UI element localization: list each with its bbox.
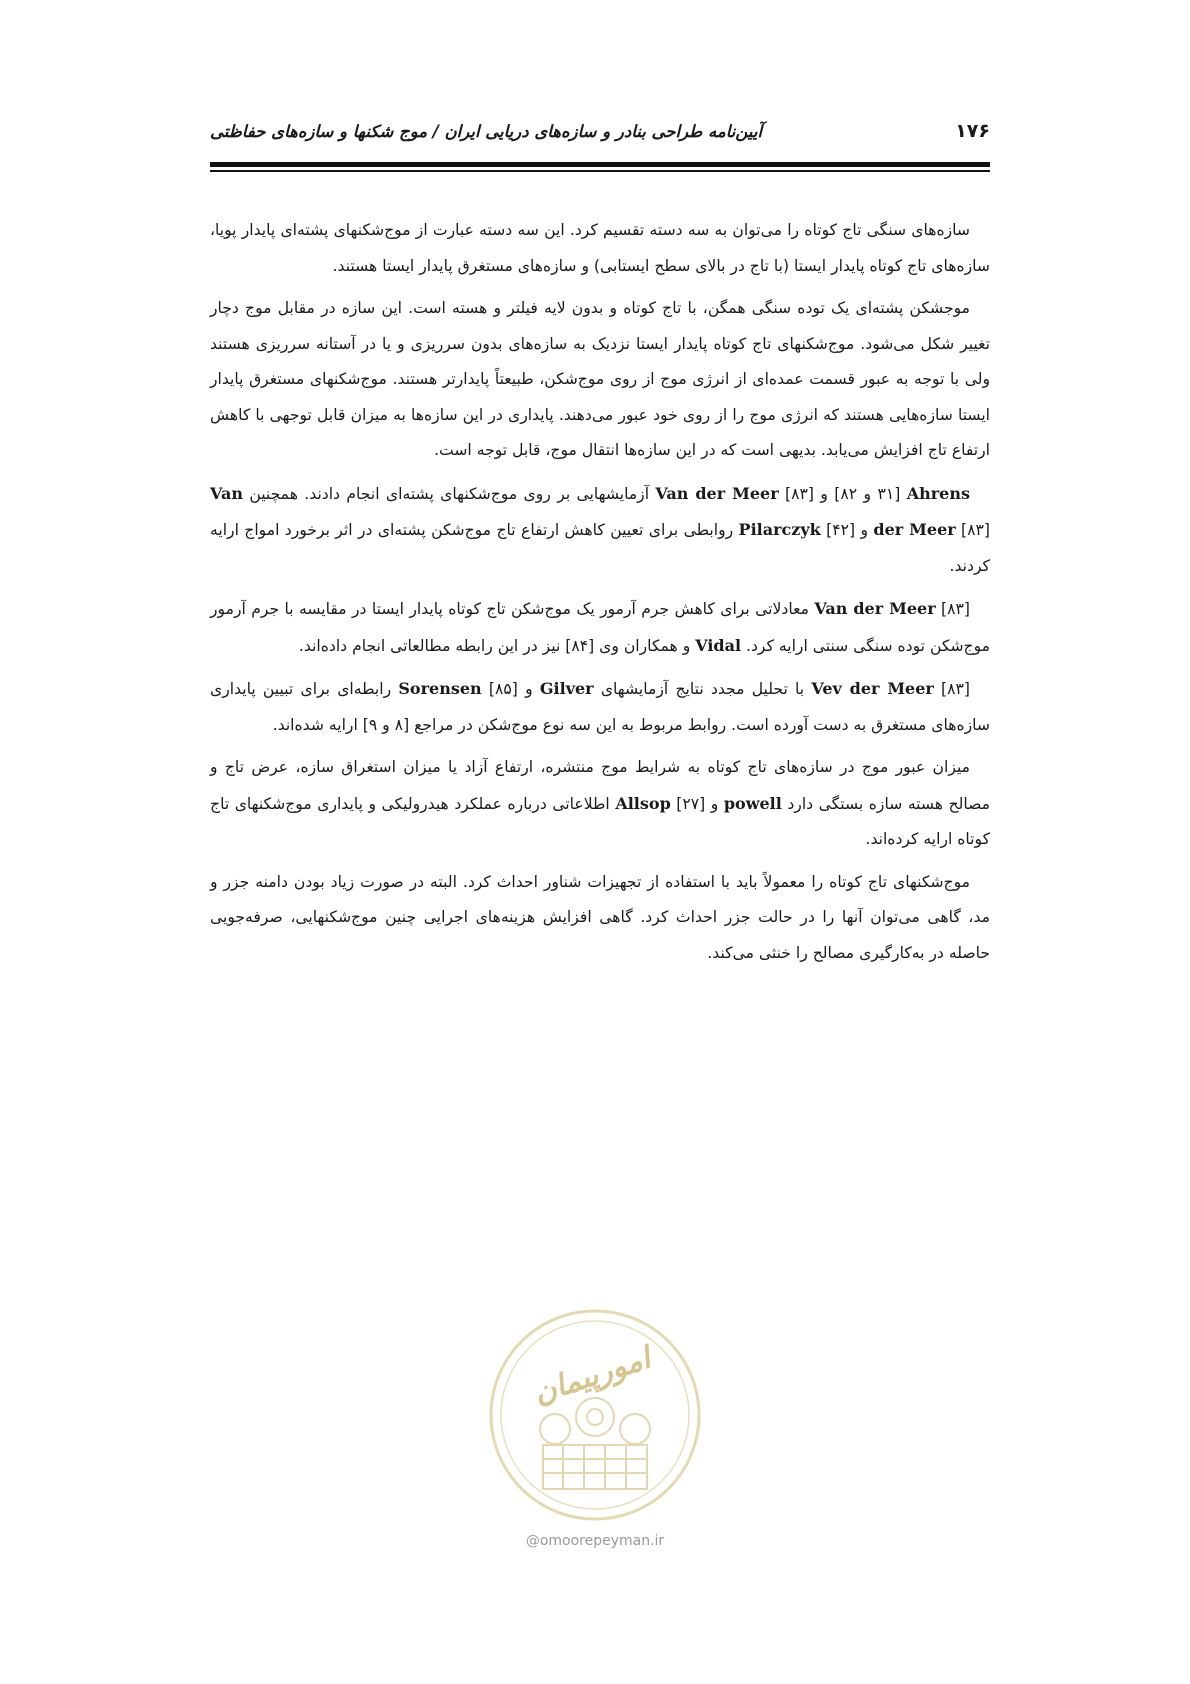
paragraph-4: Van der Meer [۸۳] معادلاتی برای کاهش جرم آرمور یک موج‌شکن تاج کوتاه پایدار ایستا در مقایسه با جرم آرمور موج‌شکن توده سنگی سنتی ارایه کرد. Vidal و همکاران وی [۸۴] نیز در این رابطه مطالعاتی انجام داده‌اند. — [210, 599, 990, 655]
header-rule-thin — [210, 170, 990, 172]
watermark-logo-text: امورپیمان — [529, 1340, 655, 1412]
author-name: Sorensen — [398, 679, 482, 698]
body-text — [210, 213, 990, 978]
author-name: Gilver — [539, 679, 594, 698]
page-header — [210, 120, 990, 150]
watermark-logo — [485, 1305, 705, 1525]
paragraph-6: میزان عبور موج در سازه‌های تاج کوتاه به شرایط موج منتشره، ارتفاع آزاد یا میزان استغراق سازه، عرض تاج و مصالح هسته سازه بستگی دارد powell و Allsop [۲۷] اطلاعاتی درباره عملکرد هیدرولیکی و پایداری موج‌شکنهای تاج کوتاه ارایه کرده‌اند. — [210, 758, 990, 848]
author-name: Vev der Meer — [811, 679, 934, 698]
running-title: آیین‌نامه طراحی بنادر و سازه‌های دریایی ایران / موج شکنها و سازه‌های حفاظتی — [210, 122, 763, 141]
author-name: Pilarczyk — [738, 520, 821, 539]
paragraph-1: سازه‌های سنگی تاج کوتاه را می‌توان به سه دسته تقسیم کرد. این سه دسته عبارت از موج‌شکنهای پشته‌ای پایدار پویا، سازه‌های تاج کوتاه پایدار ایستا (با تاج در بالای سطح ایستابی) و سازه‌های مستغرق پایدار ایستا هستند. — [210, 221, 990, 275]
author-name: Allsop — [615, 793, 671, 813]
author-name: Van der Meer — [655, 483, 779, 503]
author-name: powell — [723, 793, 782, 813]
paragraph-3: Ahrens [۳۱ و ۸۲] و Van der Meer [۸۳] آزمایشهایی بر روی موج‌شکنهای پشته‌ای انجام دادند. همچنین Van der Meer [۸۳] و Pilarczyk [۴۲] روابطی برای تعیین کاهش ارتفاع تاج موج‌شکن پشته‌ای در اثر برخورد امواج ارایه کردند. — [210, 483, 990, 575]
watermark-caption: @omoorepeyman.ir — [525, 1533, 665, 1549]
author-name: Van der Meer — [210, 483, 956, 539]
paragraph-2: موجشکن پشته‌ای یک توده سنگی همگن، با تاج کوتاه و بدون لایه فیلتر و هسته است. این سازه در مقابل موج دچار تغییر شکل می‌شود. موج‌شکنهای تاج کوتاه پایدار ایستا نزدیک به سازه‌های بدون سرریزی و یا در آستانه سرریزی هستند ولی با توجه به عبور قسمت عمده‌ای از انرژی موج از روی موج‌شکن، طبیعتاً پایدارتر هستند. موج‌شکنهای مستغرق پایدار ایستا سازه‌هایی هستند که انرژی موج را از روی خود عبور می‌دهند. پایداری در این سازه‌ها به میزان قابل توجهی با کاهش ارتفاع تاج افزایش می‌یابد. بدیهی است که در این سازه‌ها انتقال موج، قابل توجه است. — [210, 299, 990, 459]
author-name: Ahrens — [906, 483, 970, 503]
paragraph-5: Vev der Meer [۸۳] با تحلیل مجدد نتایج آزمایشهای Gilver و Sorensen [۸۵] رابطه‌ای برای تبیین پایداری سازه‌های مستغرق به دست آورده است. روابط مربوط به این سه نوع موج‌شکن در مراجع [۸ و ۹] ارایه شده‌اند. — [210, 679, 990, 734]
author-name: Vidal — [695, 635, 742, 655]
author-name: Van der Meer — [814, 599, 936, 618]
paragraph-7: موج‌شکنهای تاج کوتاه را معمولاً باید با استفاده از تجهیزات شناور احداث کرد. البته در صورت زیاد بودن دامنه جزر و مد، گاهی می‌توان آنها را در حالت جزر احداث کرد. گاهی افزایش هزینه‌های اجرایی چنین موج‌شکنهایی، صرفه‌جویی حاصله در به‌کارگیری مصالح را خنثی می‌کند. — [210, 872, 990, 962]
page-number: ۱۷۶ — [955, 120, 990, 142]
header-rule-thick — [210, 162, 990, 167]
